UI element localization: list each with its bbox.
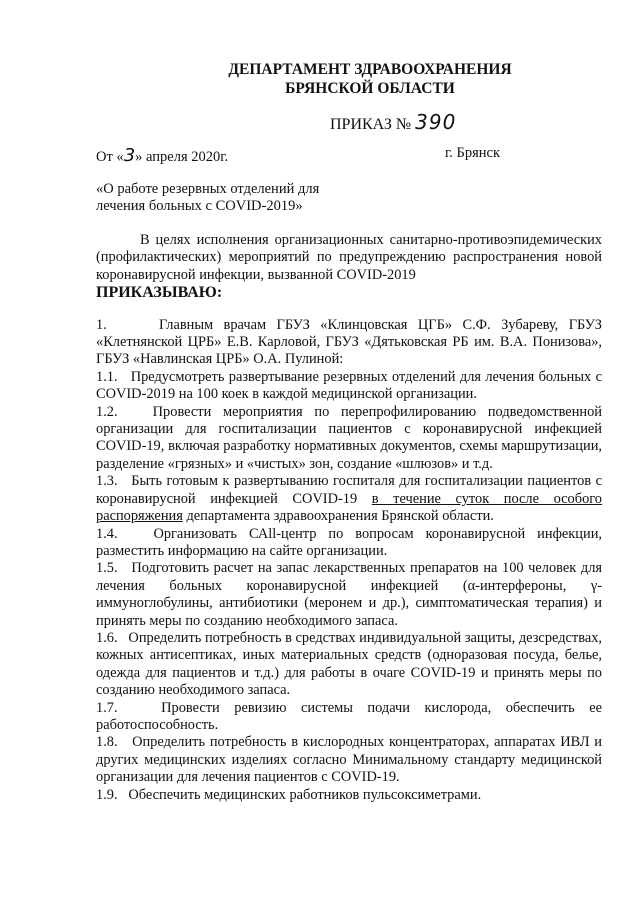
item-1-9: 1.9. Обеспечить медицинских работников пульсоксиметрами. <box>96 786 482 803</box>
item-1-2: 1.2. Провести мероприятия по перепрофилированию подведомственной организации для госпитализации пациентов с коронавирусной инфекцией COVID-19, включая разработку нормативных документов, схемы маршрутизации, разделение «грязных» и «чистых» зон, создание «шлюзов» и т.д. <box>96 403 602 472</box>
order-label: ПРИКАЗ № <box>330 116 412 133</box>
department-header <box>0 60 640 98</box>
item-1-6: 1.6. Определить потребность в средствах индивидуальной защиты, дезсредствах, кожных антисептиках, иных материальных средств (одноразовая посуда, белье, одежда для пациентов и т.д.) для работы в очаге COVID-19 и принять меры по созданию необходимого запаса. <box>96 629 602 699</box>
preamble: В целях исполнения организационных санитарно-противоэпидемических (профилактических) мероприятий по предупреждению распространения новой коронавирусной инфекции, вызванной COVID-2019 <box>96 232 602 283</box>
command-heading: ПРИКАЗЫВАЮ: <box>96 284 223 302</box>
order-subject: «О работе резервных отделений для лечения больных с COVID-2019» <box>96 181 320 214</box>
item-1-8: 1.8. Определить потребность в кислородных концентраторах, аппаратах ИВЛ и других медицинских изделиях согласно Минимальному стандарту медицинской организации для лечения пациентов с COVID-19. <box>96 734 602 786</box>
order-date: От «3» апреля 2020г. <box>96 145 229 166</box>
header-line-1: ДЕПАРТАМЕНТ ЗДРАВООХРАНЕНИЯ <box>228 61 512 78</box>
item-1-5: 1.5. Подготовить расчет на запас лекарственных препаратов на 100 человек для лечения больных коронавирусной инфекцией (α-интерфероны, γ-иммуноглобулины, антибиотики (меронем и др.), симптоматическая терапия) и принять меры по созданию необходимого запаса. <box>96 560 602 629</box>
order-title <box>330 110 456 134</box>
underlined-deadline: в течение суток после особого распоряжения <box>96 490 602 525</box>
item-1-4: 1.4. Организовать САll-центр по вопросам коронавирусной инфекции, разместить информацию на сайте организации. <box>96 525 602 559</box>
order-body <box>96 232 602 804</box>
item-1-1: 1.1. Предусмотреть развертывание резервных отделений для лечения больных с COVID-2019 на 100 коек в каждой медицинской организации. <box>96 368 602 403</box>
item-1-7: 1.7. Провести ревизию системы подачи кислорода, обеспечить ее работоспособность. <box>96 699 602 733</box>
order-number-handwritten: 390 <box>415 110 457 134</box>
item-1-3: 1.3. Быть готовым к развертыванию госпиталя для госпитализации пациентов с коронавирусной инфекцией COVID-19 в течение суток после особого распоряжения департамента здравоохранения Брянской области. <box>96 473 602 525</box>
item-1: 1. Главным врачам ГБУЗ «Клинцовская ЦГБ» С.Ф. Зубареву, ГБУЗ «Клетнянской ЦРБ» Е.В. Карловой, ГБУЗ «Дятьковская РБ им. В.А. Понизова», ГБУЗ «Навлинская ЦРБ» О.А. Пулиной: <box>96 316 602 368</box>
header-line-2: БРЯНСКОЙ ОБЛАСТИ <box>285 80 455 97</box>
date-line <box>96 145 500 166</box>
day-handwritten: 3 <box>123 145 136 166</box>
city: г. Брянск <box>444 145 500 161</box>
